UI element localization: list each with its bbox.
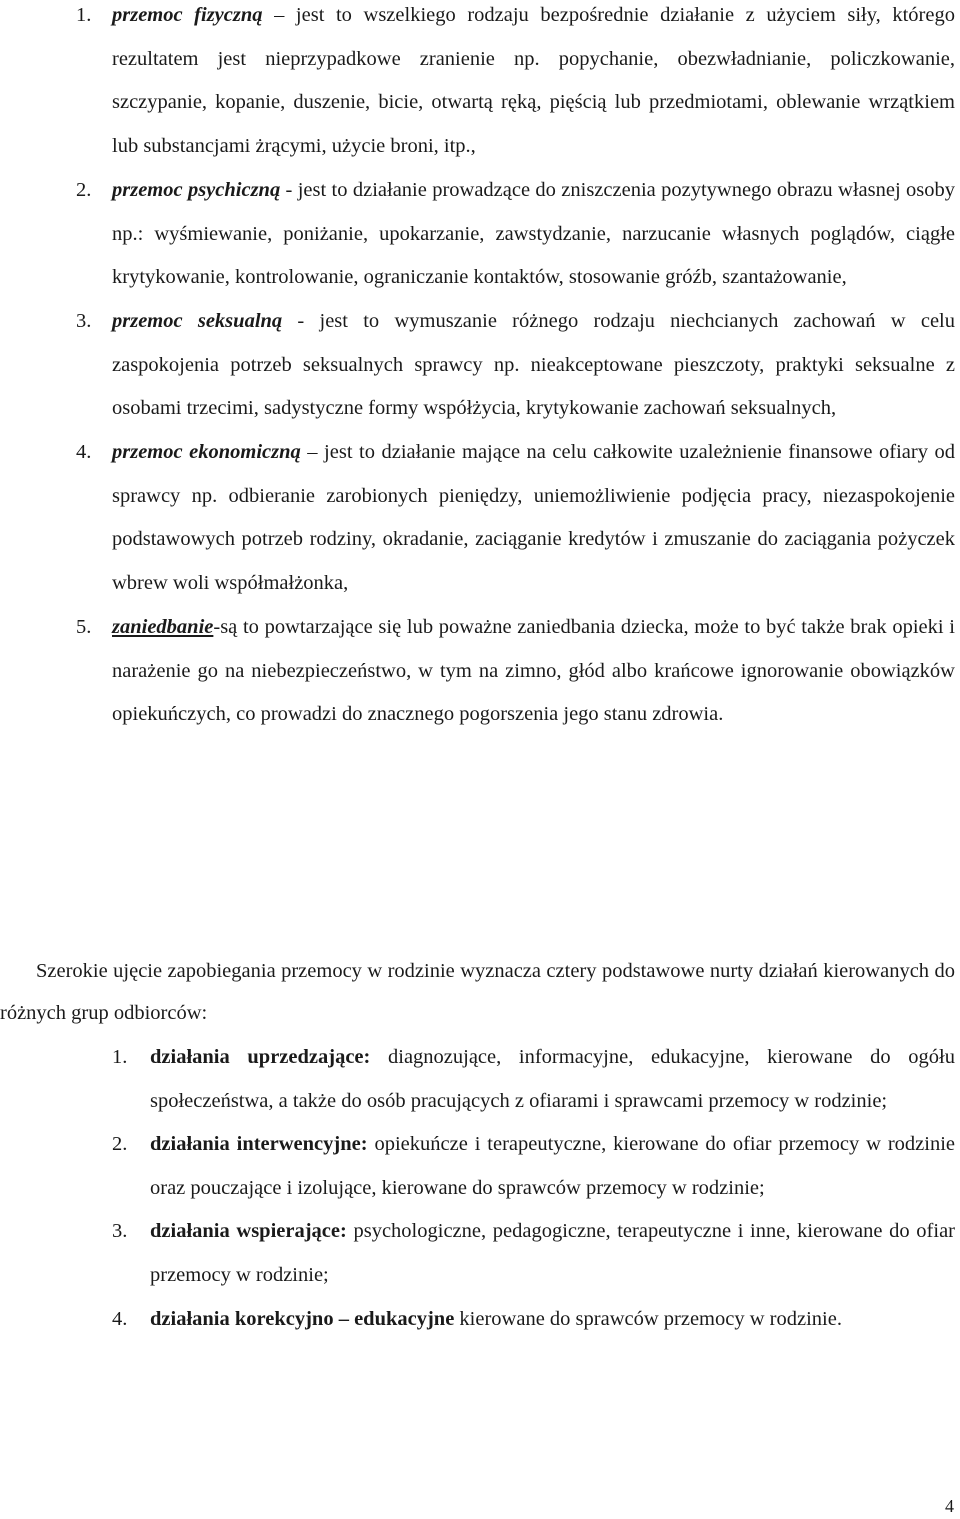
- list-number: 4.: [112, 1307, 128, 1330]
- description-text: psychologiczne, pedagogiczne, terapeutyczne i inne, kierowane do ofiar przemocy w rodzinie;: [150, 1220, 956, 1286]
- list-number: 1.: [112, 1046, 128, 1068]
- term-sexual-violence: przemoc seksualną: [112, 309, 283, 332]
- term-psychological-violence: przemoc psychiczną: [112, 178, 281, 201]
- term-neglect: zaniedbanie: [112, 615, 214, 638]
- definition-text: – jest to działanie mające na celu całkowite uzależnienie finansowe ofiary od sprawcy np. odbieranie zarobionych pieniędzy, uniemożliwienie podjęcia pracy, niezaspokojenie podstawowych potrzeb rodziny, okradanie, zaciąganie kredytów i zmuszanie do zaciągania pożyczek wbrew woli współmałżonka,: [112, 441, 956, 595]
- list-number: 1.: [76, 4, 92, 26]
- list-number: 3.: [76, 309, 92, 332]
- list-item-neglect: [0, 606, 955, 737]
- prevention-actions-list: [0, 1036, 955, 1341]
- term-physical-violence: przemoc fizyczną: [112, 4, 263, 26]
- list-number: 2.: [76, 178, 92, 201]
- description-text: opiekuńcze i terapeutyczne, kierowane do ofiar przemocy w rodzinie oraz pouczające i izolujące, kierowane do sprawców przemocy w rodzinie;: [150, 1133, 955, 1199]
- list-item-intervention-actions: [0, 1123, 955, 1210]
- description-text: diagnozujące, informacyjne, edukacyjne, kierowane do ogółu społeczeństwa, a także do osób pracujących z ofiarami i sprawcami przemocy w rodzinie;: [150, 1046, 955, 1112]
- violence-forms-list: [0, 0, 955, 737]
- list-number: 2.: [112, 1133, 128, 1156]
- list-item-preventive-actions: [0, 1036, 955, 1123]
- list-item-corrective-actions: [0, 1298, 955, 1342]
- list-number: 5.: [76, 615, 92, 638]
- list-item-support-actions: [0, 1210, 955, 1297]
- definition-text: - jest to działanie prowadzące do zniszczenia pozytywnego obrazu własnej osoby np.: wyśmiewanie, poniżanie, upokarzanie, zawstydzanie, narzucanie własnych poglądów, ciągłe krytykowanie, kontrolowanie, ograniczanie kontaktów, stosowanie gróźb, szantażowanie,: [112, 178, 955, 289]
- definition-text: - jest to wymuszanie różnego rodzaju niechcianych zachowań w celu zaspokojenia potrzeb seksualnych sprawcy np. nieakceptowane pieszczoty, praktyki seksualne z osobami trzecimi, sadystyczne formy współżycia, krytykowanie zachowań seksualnych,: [112, 309, 955, 420]
- list-item-physical-violence: [0, 0, 955, 169]
- term-preventive-actions: działania uprzedzające:: [150, 1046, 371, 1068]
- definition-text: -są to powtarzające się lub poważne zaniedbania dziecka, może to być także brak opieki i narażenie go na niebezpieczeństwo, w tym na zimno, głód albo krańcowe ignorowanie obowiązków opiekuńczych, co prowadzi do znacznego pogorszenia jego stanu zdrowia.: [112, 615, 955, 726]
- list-item-sexual-violence: [0, 300, 955, 431]
- term-intervention-actions: działania interwencyjne:: [150, 1133, 368, 1156]
- description-text: kierowane do sprawców przemocy w rodzinie.: [454, 1307, 842, 1330]
- list-item-psychological-violence: [0, 169, 955, 300]
- list-number: 4.: [76, 441, 92, 464]
- term-economic-violence: przemoc ekonomiczną: [112, 441, 301, 464]
- definition-text: – jest to wszelkiego rodzaju bezpośrednie działanie z użyciem siły, którego rezultatem jest nieprzypadkowe zranienie np. popychanie, obezwładnianie, policzkowanie, szczypanie, kopanie, duszenie, bicie, otwartą ręką, pięścią lub przedmiotami, oblewanie wrzątkiem lub substancjami żrącymi, użycie broni, itp.,: [112, 4, 955, 158]
- term-corrective-actions: działania korekcyjno – edukacyjne: [150, 1307, 455, 1330]
- list-item-economic-violence: [0, 431, 955, 606]
- term-support-actions: działania wspierające:: [150, 1220, 347, 1243]
- page-number: 4: [945, 1496, 954, 1516]
- intro-paragraph: Szerokie ujęcie zapobiegania przemocy w rodzinie wyznacza cztery podstawowe nurty działań kierowanych do różnych grup odbiorców:: [0, 960, 955, 1024]
- list-number: 3.: [112, 1220, 128, 1243]
